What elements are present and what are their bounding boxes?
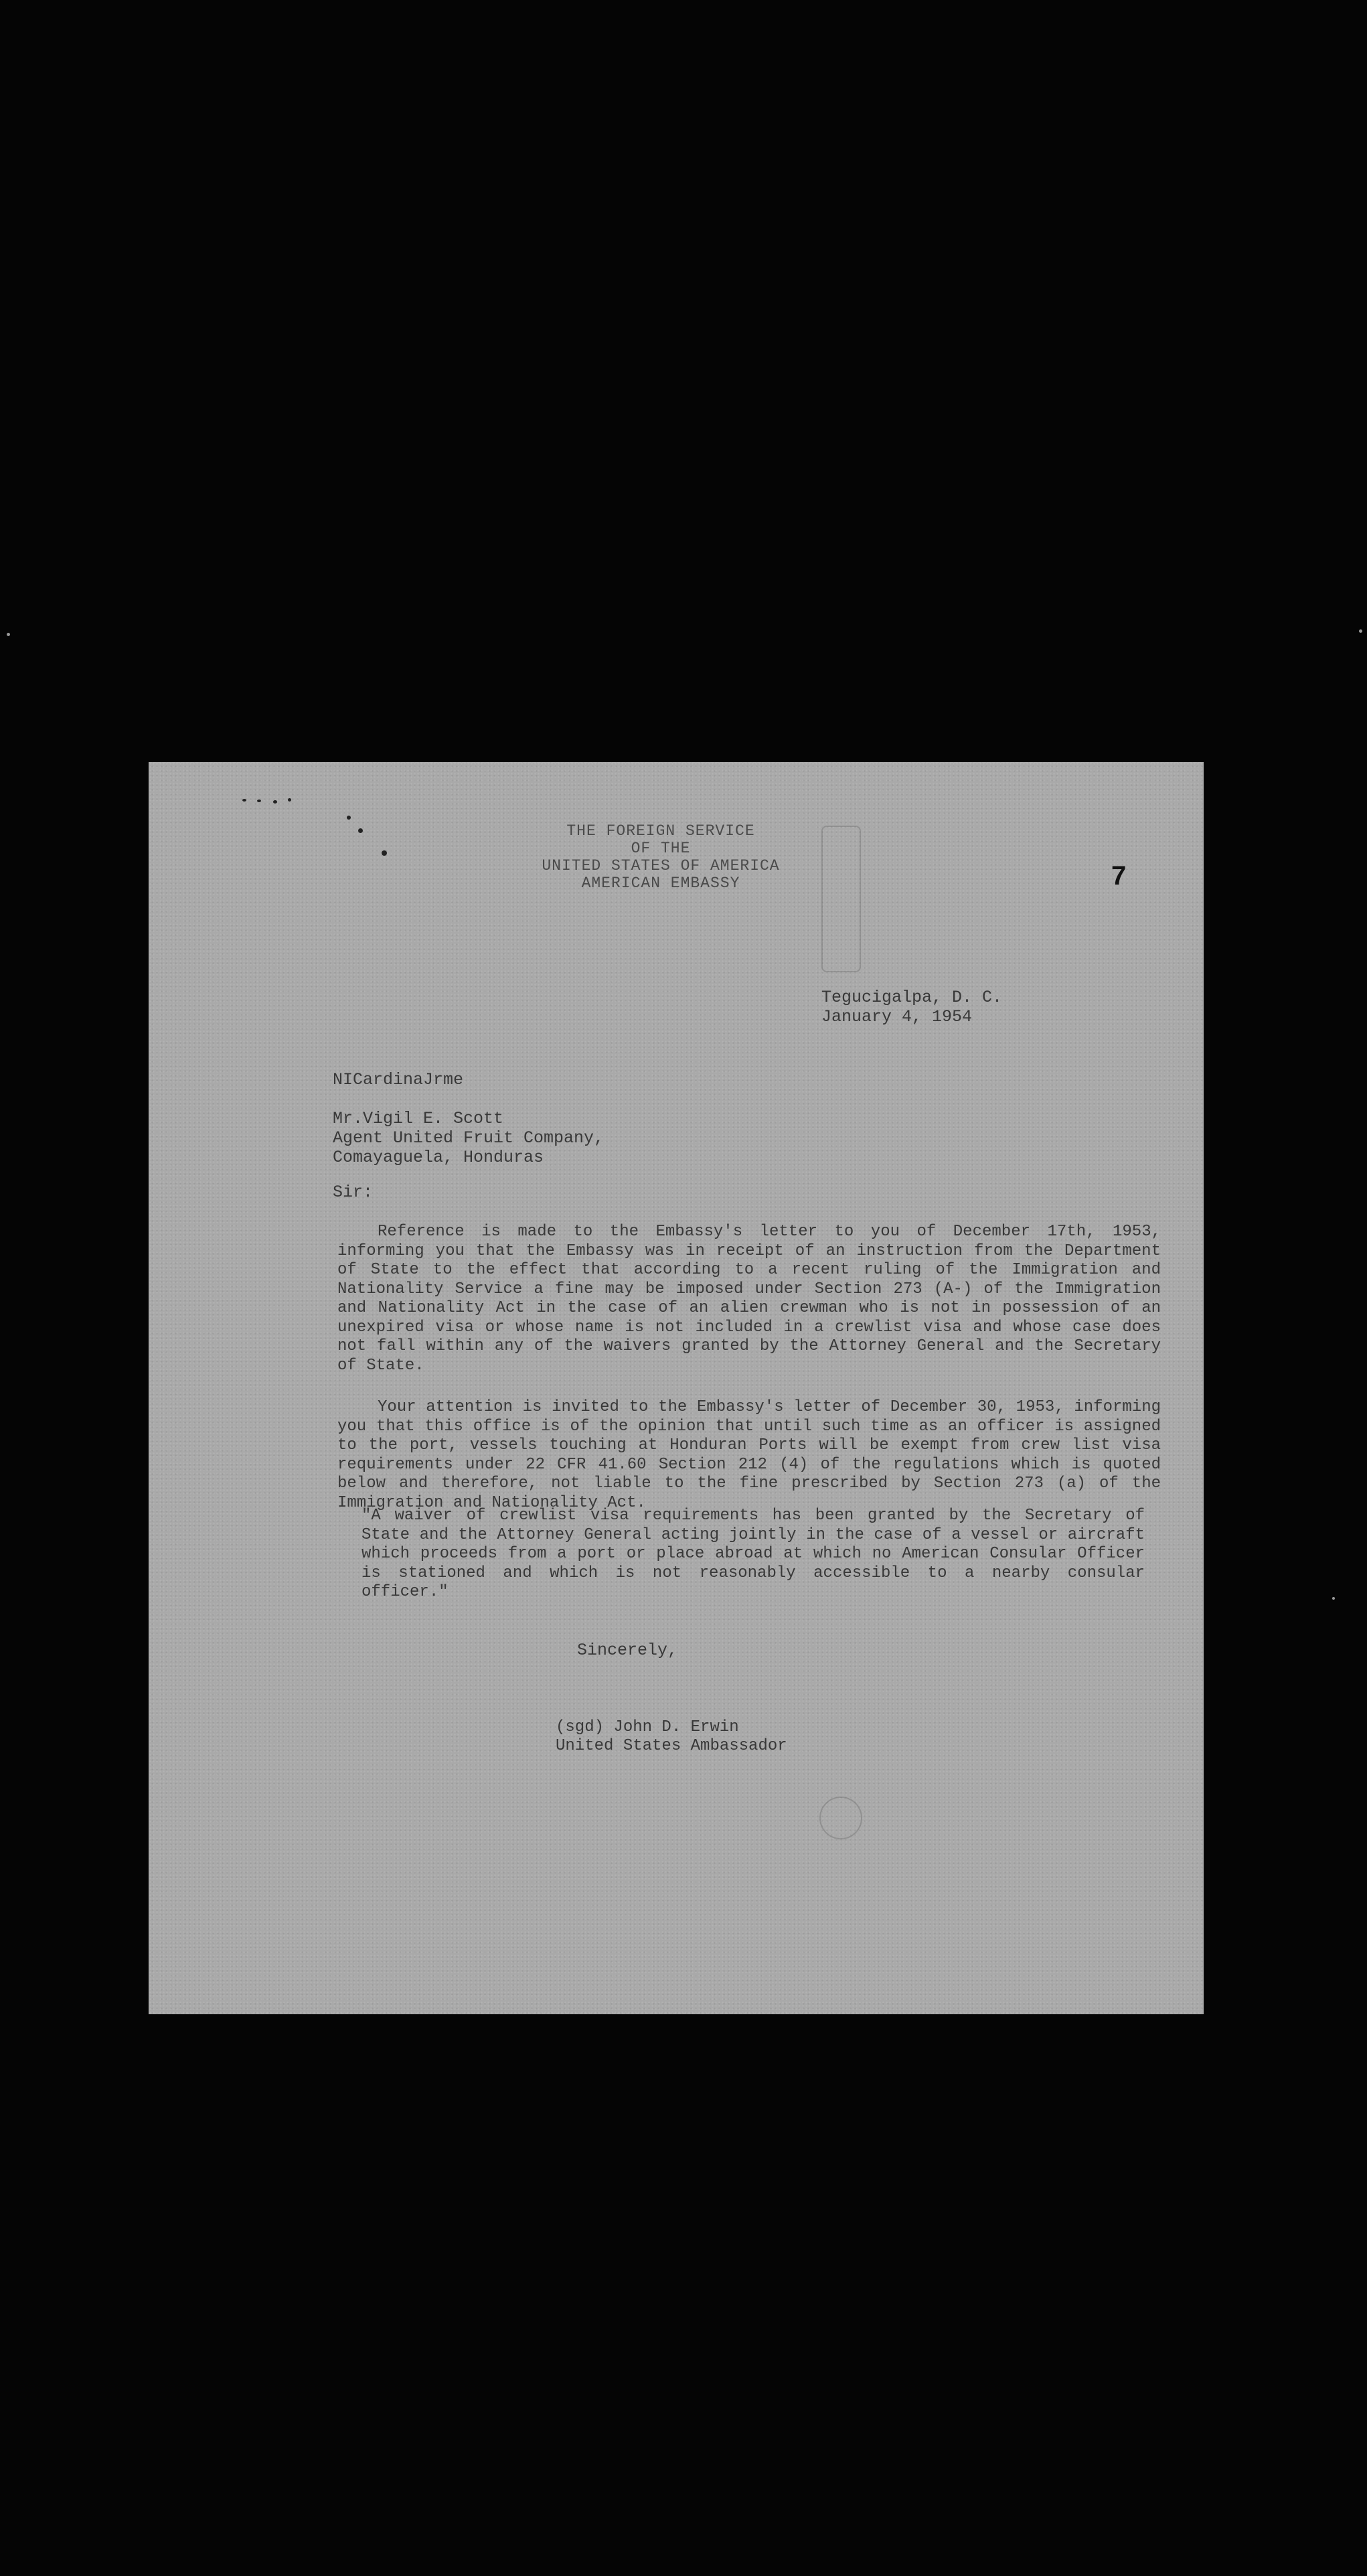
dateline [821, 988, 1002, 1027]
regulation-quotation [361, 1507, 1145, 1602]
ink-mark [257, 800, 261, 802]
ink-mark [347, 816, 351, 820]
dateline-date: January 4, 1954 [821, 1007, 973, 1027]
ink-mark [382, 850, 387, 856]
letterhead-line: OF THE [631, 840, 691, 857]
address-line: Agent United Fruit Company, [333, 1128, 605, 1148]
salutation: Sir: [333, 1183, 374, 1202]
faint-seal [819, 1797, 862, 1839]
ink-mark [273, 800, 277, 804]
letterhead [524, 822, 798, 892]
closing: Sincerely, [577, 1641, 678, 1660]
letterhead-line: THE FOREIGN SERVICE [566, 822, 755, 840]
recipient-address [333, 1109, 604, 1167]
signature-name: (sgd) John D. Erwin [556, 1718, 739, 1736]
signature-title: United States Ambassador [556, 1737, 787, 1755]
ink-mark [288, 798, 291, 802]
signature-block [556, 1718, 787, 1756]
reference-initials: NICardinaJrme [333, 1070, 464, 1089]
letter-page [149, 762, 1204, 2014]
paragraph-text: Reference is made to the Embassy's letter to you of December 17th, 1953, informing you that the Embassy was in receipt of an instruction from the Department of State to the effect that according to a recent ruling of the Immigration and Nationality Service a fine may be imposed under Section 273 (A-) of the Immigration and Nationality Act in the case of an alien crewman who is not in possession of an unexpired visa or whose name is not included in a crewlist visa and whose case does not fall within any of the waivers granted by the Attorney General and the Secretary of State. [337, 1223, 1161, 1375]
ink-mark [358, 828, 363, 833]
page-mark: 7 [1111, 861, 1127, 891]
paragraph-text: Your attention is invited to the Embassy's letter of December 30, 1953, informing you that this office is of the opinion that until such time as an officer is assigned to the port, vessels touching at Honduran Ports will be exempt from crew list visa requirements under 22 CFR 41.60 Section 212 (4) of the regulations which is quoted below and therefore, not liable to the fine prescribed by Section 273 (a) of the Immigration and Nationality Act. [337, 1398, 1161, 1512]
film-speck [1359, 629, 1362, 633]
address-line: Comayaguela, Honduras [333, 1148, 544, 1167]
letterhead-line: UNITED STATES OF AMERICA [542, 857, 780, 875]
letterhead-line: AMERICAN EMBASSY [581, 875, 740, 892]
dateline-place: Tegucigalpa, D. C. [821, 988, 1003, 1007]
film-speck [7, 633, 10, 636]
body-paragraph-1 [337, 1223, 1161, 1375]
body-paragraph-2 [337, 1398, 1161, 1513]
address-line: Mr.Vigil E. Scott [333, 1109, 504, 1128]
quotation-text: "A waiver of crewlist visa requirements has been granted by the Secretary of State and the Attorney General acting jointly in the case of a vessel or aircraft which proceeds from a port or place abroad at which no American Consular Officer is stationed and which is not reasonably accessible to a nearby consular officer." [361, 1507, 1145, 1601]
faint-stamp [821, 826, 861, 972]
film-speck [1332, 1597, 1335, 1600]
ink-mark [242, 799, 246, 802]
